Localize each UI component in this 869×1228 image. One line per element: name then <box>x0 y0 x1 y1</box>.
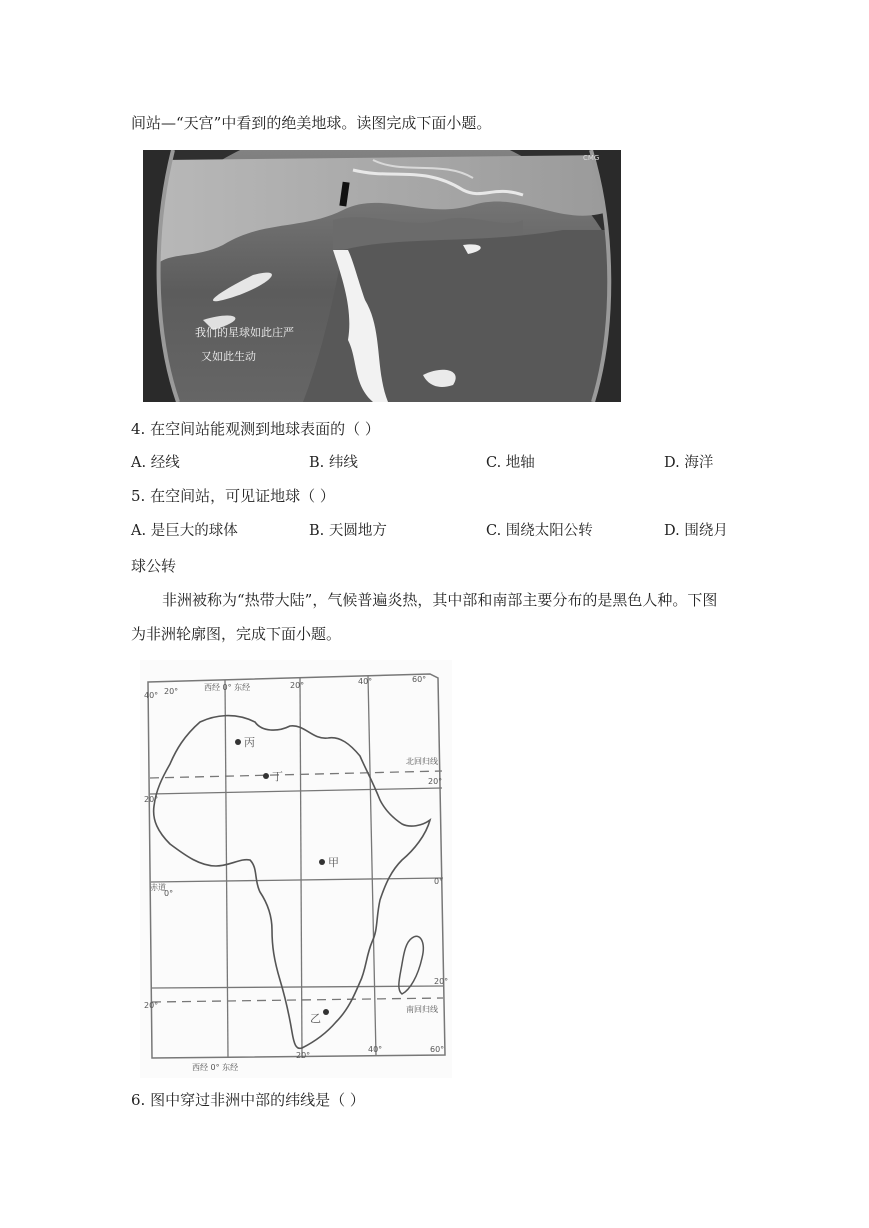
tropic-of-cancer-label: 北回归线 <box>406 757 438 766</box>
top-label-20e: 20° <box>290 681 305 690</box>
q5-option-d-continued: 球公转 <box>131 557 177 575</box>
q5-option-a: A. 是巨大的球体 <box>131 523 238 539</box>
equator-label: 赤道 <box>150 883 166 892</box>
bottom-label-60e: 60° <box>430 1045 445 1054</box>
lat-label-20s-right: 20° <box>434 977 449 986</box>
lat-label-20n-left: 20° <box>144 795 159 804</box>
bottom-label-20e: 20° <box>296 1051 311 1060</box>
africa-outline-map <box>140 660 452 1078</box>
q5-option-d: D. 围绕月 <box>664 523 728 539</box>
q5-option-b: B. 天圆地方 <box>309 523 387 539</box>
intro-line: 间站—“天宫”中看到的绝美地球。读图完成下面小题。 <box>131 114 492 132</box>
q4-option-d: D. 海洋 <box>664 455 714 471</box>
top-label-40w: 40° <box>144 691 159 700</box>
lat-label-0-left: 0° <box>164 889 174 898</box>
lat-label-20s-left: 20° <box>144 1001 159 1010</box>
point-bing-label: 丙 <box>244 736 255 749</box>
lat-label-20n-right: 20° <box>428 777 443 786</box>
top-label-prime: 西经 0° 东经 <box>204 683 251 692</box>
question-4: 4. 在空间站能观测到地球表面的（ ） <box>131 420 380 438</box>
question-5: 5. 在空间站，可见证地球（ ） <box>131 487 335 505</box>
q4-option-a: A. 经线 <box>131 455 180 471</box>
tropic-of-capricorn-label: 南回归线 <box>406 1005 438 1014</box>
lat-label-0-right: 0° <box>434 877 444 886</box>
africa-paragraph-line1: 非洲被称为“热带大陆”，气候普遍炎热，其中部和南部主要分布的是黑色人种。下图 <box>162 591 718 609</box>
photo-caption-line1: 我们的星球如此庄严 <box>195 326 294 339</box>
bottom-label-prime: 西经 0° 东经 <box>192 1063 239 1072</box>
point-yi-label: 乙 <box>310 1012 321 1025</box>
point-ding-label: 丁 <box>272 770 283 783</box>
top-label-40e: 40° <box>358 677 373 686</box>
top-label-60e: 60° <box>412 675 427 684</box>
question-6: 6. 图中穿过非洲中部的纬线是（ ） <box>131 1091 365 1109</box>
photo-caption-line2: 又如此生动 <box>201 350 256 363</box>
photo-corner-mark: CMG <box>583 154 600 162</box>
point-jia-label: 甲 <box>328 856 339 869</box>
q5-option-c: C. 围绕太阳公转 <box>486 523 593 539</box>
q4-option-c: C. 地轴 <box>486 455 535 471</box>
space-station-photo <box>143 150 621 402</box>
q4-option-b: B. 纬线 <box>309 455 358 471</box>
top-label-20w: 20° <box>164 687 179 696</box>
africa-paragraph-line2: 为非洲轮廓图，完成下面小题。 <box>131 625 342 643</box>
bottom-label-40e: 40° <box>368 1045 383 1054</box>
